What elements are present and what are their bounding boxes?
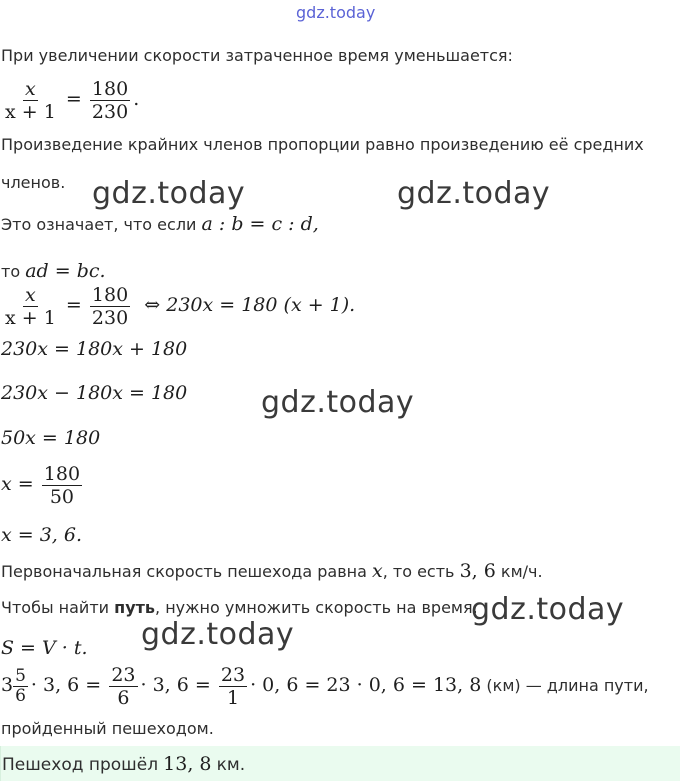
answer-text: Пешеход прошёл 13, 8 км.	[2, 753, 246, 775]
watermark-text: gdz.today	[397, 176, 551, 211]
fraction: $\frac{5}{6}$	[15, 666, 26, 706]
equation-step-5: x = 3, 6.	[1, 524, 83, 546]
proportion-formula: $\frac{x}{x + 1}$ = $\frac{180}{230}$ .	[5, 78, 140, 123]
answer-box	[0, 746, 680, 781]
distance-formula: S = V · t.	[1, 637, 88, 659]
speed-sentence: Первоначальная скорость пешехода равна x, то есть 3, 6 км/ч.	[1, 560, 543, 582]
means-sentence: Это означает, что если a : b = c : d,	[1, 213, 319, 235]
intro-text: При увеличении скорости затраченное время уменьшается:	[1, 46, 513, 65]
distance-calculation-line2: пройденный пешеходом.	[1, 719, 214, 738]
equation-step-2: 230x − 180x = 180	[1, 382, 188, 404]
path-sentence: Чтобы найти путь, нужно умножить скорость на время.	[1, 598, 478, 617]
fraction: $\frac{23}{1}$	[220, 664, 246, 709]
fraction: $\frac{180}{230}$	[91, 78, 129, 123]
proportion-rule-line2: членов.	[1, 173, 66, 192]
watermark-text: gdz.today	[141, 617, 295, 652]
cross-multiply-formula: $\frac{x}{x + 1}$ = $\frac{180}{230}$ ⇔ 230x = 180 (x + 1).	[5, 284, 356, 329]
fraction: $\frac{23}{6}$	[111, 664, 136, 709]
watermark-text: gdz.today	[471, 592, 625, 627]
fraction: $\frac{x}{x + 1}$	[5, 284, 56, 329]
fraction: $\frac{x}{x + 1}$	[5, 78, 56, 123]
equation-step-1: 230x = 180x + 180	[1, 338, 188, 360]
watermark-text: gdz.today	[261, 385, 415, 420]
then-sentence: то ad = bc.	[1, 260, 106, 282]
proportion-rule-line1: Произведение крайних членов пропорции равно произведению её средних	[1, 135, 644, 154]
distance-calculation: 3 $\frac{5}{6}$ · 3, 6 = $\frac{23}{6}$ · 3, 6 = $\frac{23}{1}$ · 0, 6 = 23 · 0, 6 = 13, 8 (км) — длина пути,	[1, 664, 649, 709]
watermark-text: gdz.today	[92, 176, 246, 211]
equation-step-4: x = $\frac{180}{50}$	[1, 463, 81, 508]
fraction: $\frac{180}{50}$	[43, 463, 81, 508]
site-header-link[interactable]: gdz.today	[296, 3, 376, 22]
fraction: $\frac{180}{230}$	[91, 284, 129, 329]
equation-step-3: 50x = 180	[1, 427, 101, 449]
